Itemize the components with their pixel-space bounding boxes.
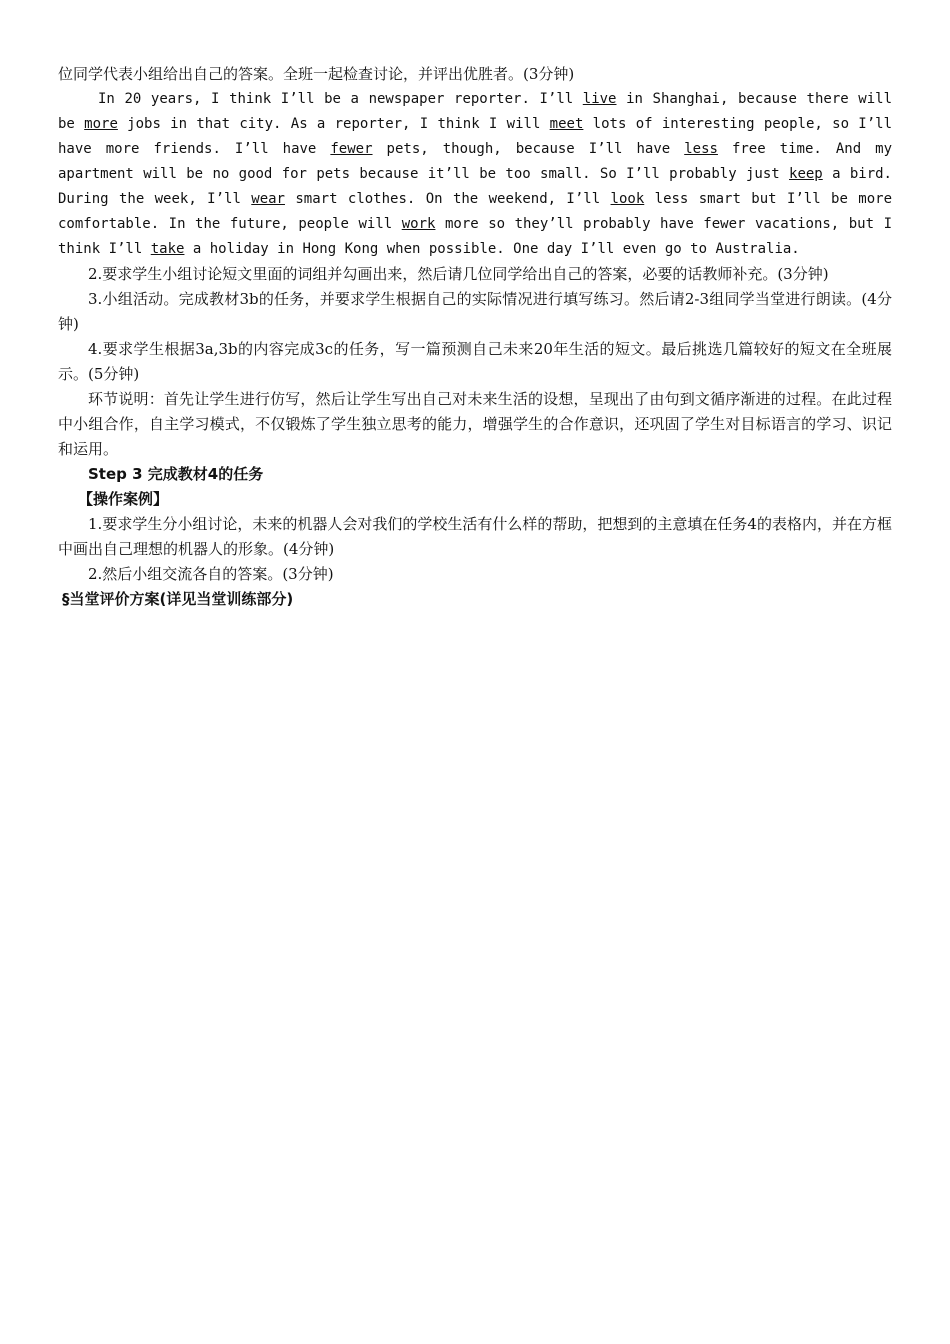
passage-text: a bird. During the week, I’ll xyxy=(58,166,892,207)
passage-text: pets, though, because I’ll have xyxy=(372,141,685,157)
step3-instruction-2: 2.然后小组交流各自的答案。(3分钟) xyxy=(88,565,334,583)
blank-work: work xyxy=(401,216,436,232)
blank-look: look xyxy=(610,191,645,207)
blank-fewer: fewer xyxy=(330,141,373,157)
passage-text: in Shanghai, because there will be xyxy=(58,91,892,132)
case-heading: 【操作案例】 xyxy=(78,490,169,508)
passage-text: less smart but I’ll be more comfortable. In the future, people will xyxy=(58,191,892,232)
sample-passage xyxy=(58,87,892,262)
blank-meet: meet xyxy=(549,116,584,132)
section-note: 环节说明：首先让学生进行仿写，然后让学生写出自己对未来生活的设想，呈现出了由句到文循序渐进的过程。在此过程中小组合作，自主学习模式，不仅锻炼了学生独立思考的能力，增强学生的合作意识，还巩固了学生对目标语言的学习、识记和运用。 xyxy=(58,390,892,458)
step3-heading: Step 3 完成教材4的任务 xyxy=(88,465,264,483)
passage-text: In 20 years, I think I’ll be a newspaper reporter. I’ll xyxy=(98,91,583,107)
passage-text: a holiday in Hong Kong when possible. One day I’ll even go to Australia. xyxy=(184,241,800,257)
evaluation-heading: §当堂评价方案(详见当堂训练部分) xyxy=(62,590,294,608)
intro-line: 位同学代表小组给出自己的答案。全班一起检查讨论，并评出优胜者。(3分钟) xyxy=(58,65,575,83)
blank-wear: wear xyxy=(251,191,285,207)
blank-less: less xyxy=(684,141,718,157)
instruction-3: 3.小组活动。完成教材3b的任务，并要求学生根据自己的实际情况进行填写练习。然后请2-3组同学当堂进行朗读。(4分钟) xyxy=(58,290,892,333)
instruction-2: 2.要求学生小组讨论短文里面的词组并勾画出来，然后请几位同学给出自己的答案，必要的话教师补充。(3分钟) xyxy=(88,265,829,283)
passage-text: free time. And my apartment will be no good for pets because it’ll be too small. So I’ll probably just xyxy=(58,141,893,182)
passage-text: smart clothes. On the weekend, I’ll xyxy=(284,191,611,207)
passage-text: more so they’ll probably have fewer vacations, but I think I’ll xyxy=(58,216,892,257)
blank-live: live xyxy=(582,91,617,107)
blank-more: more xyxy=(84,116,118,132)
blank-take: take xyxy=(150,241,185,257)
passage-text: lots of interesting people, so I’ll have more friends. I’ll have xyxy=(58,116,893,157)
instruction-4: 4.要求学生根据3a,3b的内容完成3c的任务，写一篇预测自己未来20年生活的短文。最后挑选几篇较好的短文在全班展示。(5分钟) xyxy=(58,340,892,383)
blank-keep: keep xyxy=(789,166,823,182)
passage-text: jobs in that city. As a reporter, I think I will xyxy=(117,116,550,132)
document-page xyxy=(58,62,892,612)
step3-instruction-1: 1.要求学生分小组讨论，未来的机器人会对我们的学校生活有什么样的帮助，把想到的主意填在任务4的表格内，并在方框中画出自己理想的机器人的形象。(4分钟) xyxy=(58,515,892,558)
